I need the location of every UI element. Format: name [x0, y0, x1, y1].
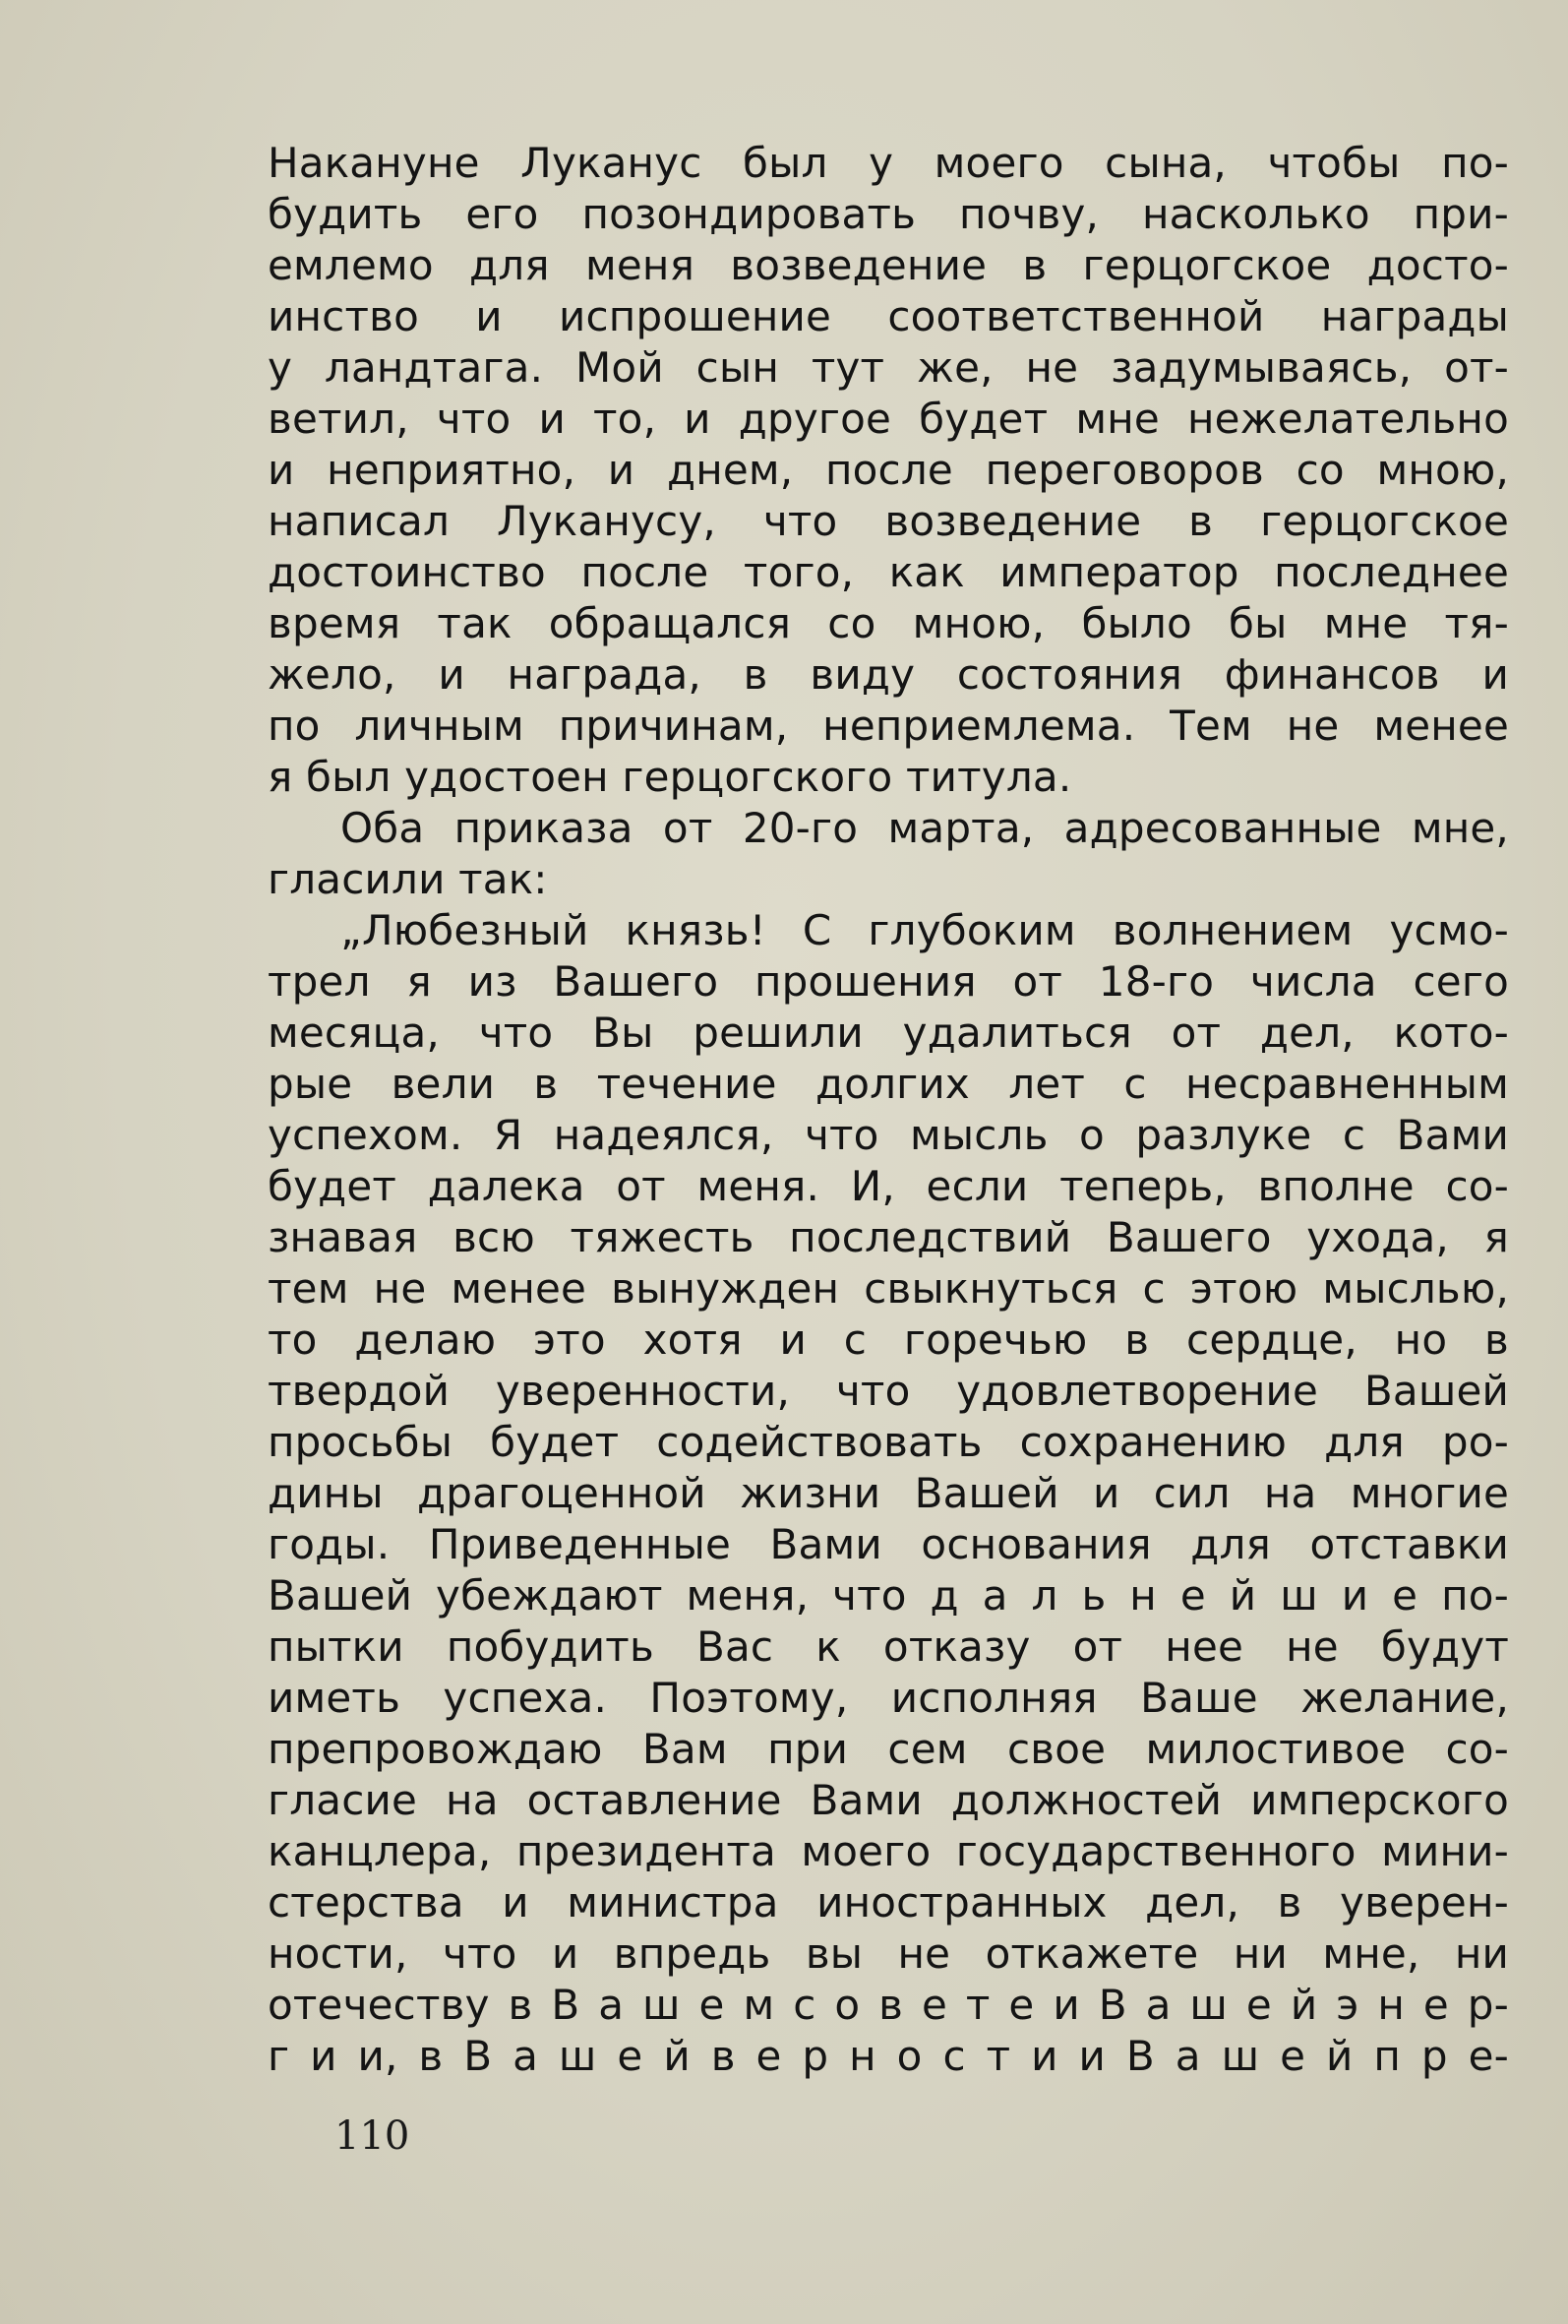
text-line: годы. Приведенные Вами основания для отставки — [268, 1520, 1509, 1568]
text-line: инство и испрошение соответственной награды — [268, 292, 1509, 340]
text-line: будить его позондировать почву, насколько при- — [268, 190, 1509, 238]
text-line: просьбы будет содействовать сохранению для ро- — [268, 1418, 1509, 1466]
text-line: я был удостоен герцогского титула. — [268, 753, 1072, 801]
text-line: жело, и награда, в виду состояния финансов и — [268, 650, 1509, 699]
text-line: дины драгоценной жизни Вашей и сил на многие — [268, 1469, 1509, 1517]
text-line: отечеству в В а ш е м с о в е т е и В а ш е й э н е р- — [268, 1981, 1509, 2029]
text-line: твердой уверенности, что удовлетворение Вашей — [268, 1367, 1509, 1415]
text-line: то делаю это хотя и с горечью в сердце, но в — [268, 1315, 1509, 1364]
text-line: знавая всю тяжесть последствий Вашего ухода, я — [268, 1213, 1509, 1261]
text-line: гласие на оставление Вами должностей имперского — [268, 1776, 1509, 1824]
body-text — [268, 138, 1509, 2082]
text-line: и неприятно, и днем, после переговоров со мною, — [268, 446, 1509, 494]
text-line: по личным причинам, неприемлема. Тем не менее — [268, 702, 1509, 750]
text-line: рые вели в течение долгих лет с несравненным — [268, 1060, 1509, 1108]
text-line: „Любезный князь! С глубоким волнением усмо- — [340, 906, 1509, 954]
text-line: Оба приказа от 20-го марта, адресованные мне, — [340, 804, 1509, 852]
text-line: время так обращался со мною, было бы мне тя- — [268, 599, 1509, 647]
text-line: Накануне Луканус был у моего сына, чтобы по- — [268, 139, 1509, 187]
text-line: успехом. Я надеялся, что мысль о разлуке с Вами — [268, 1111, 1509, 1159]
text-line: написал Луканусу, что возведение в герцогское — [268, 497, 1509, 545]
text-line: иметь успеха. Поэтому, исполняя Ваше желание, — [268, 1674, 1509, 1722]
text-line: у ландтага. Мой сын тут же, не задумываясь, от- — [268, 343, 1509, 392]
text-line: емлемо для меня возведение в герцогское досто- — [268, 241, 1509, 289]
text-line: пытки побудить Вас к отказу от нее не будут — [268, 1622, 1509, 1671]
text-line: достоинство после того, как император последнее — [268, 548, 1509, 596]
text-line: месяца, что Вы решили удалиться от дел, кото- — [268, 1009, 1509, 1057]
text-line: будет далека от меня. И, если теперь, вполне со- — [268, 1162, 1509, 1210]
text-line: препровождаю Вам при сем свое милостивое со- — [268, 1725, 1509, 1773]
text-line: Вашей убеждают меня, что д а л ь н е й ш и е по- — [268, 1571, 1509, 1620]
text-line: стерства и министра иностранных дел, в уверен- — [268, 1878, 1509, 1926]
text-line: г и и, в В а ш е й в е р н о с т и и В а ш е й п р е- — [268, 2032, 1509, 2080]
text-line: канцлера, президента моего государственного мини- — [268, 1827, 1509, 1875]
text-line: ности, что и впредь вы не откажете ни мне, ни — [268, 1929, 1509, 1978]
text-line: ветил, что и то, и другое будет мне нежелательно — [268, 395, 1509, 443]
text-line: трел я из Вашего прошения от 18-го числа сего — [268, 957, 1509, 1006]
text-line: тем не менее вынужден свыкнуться с этою мыслью, — [268, 1264, 1509, 1313]
page-number: 110 — [334, 2113, 410, 2159]
text-line: гласили так: — [268, 855, 548, 903]
